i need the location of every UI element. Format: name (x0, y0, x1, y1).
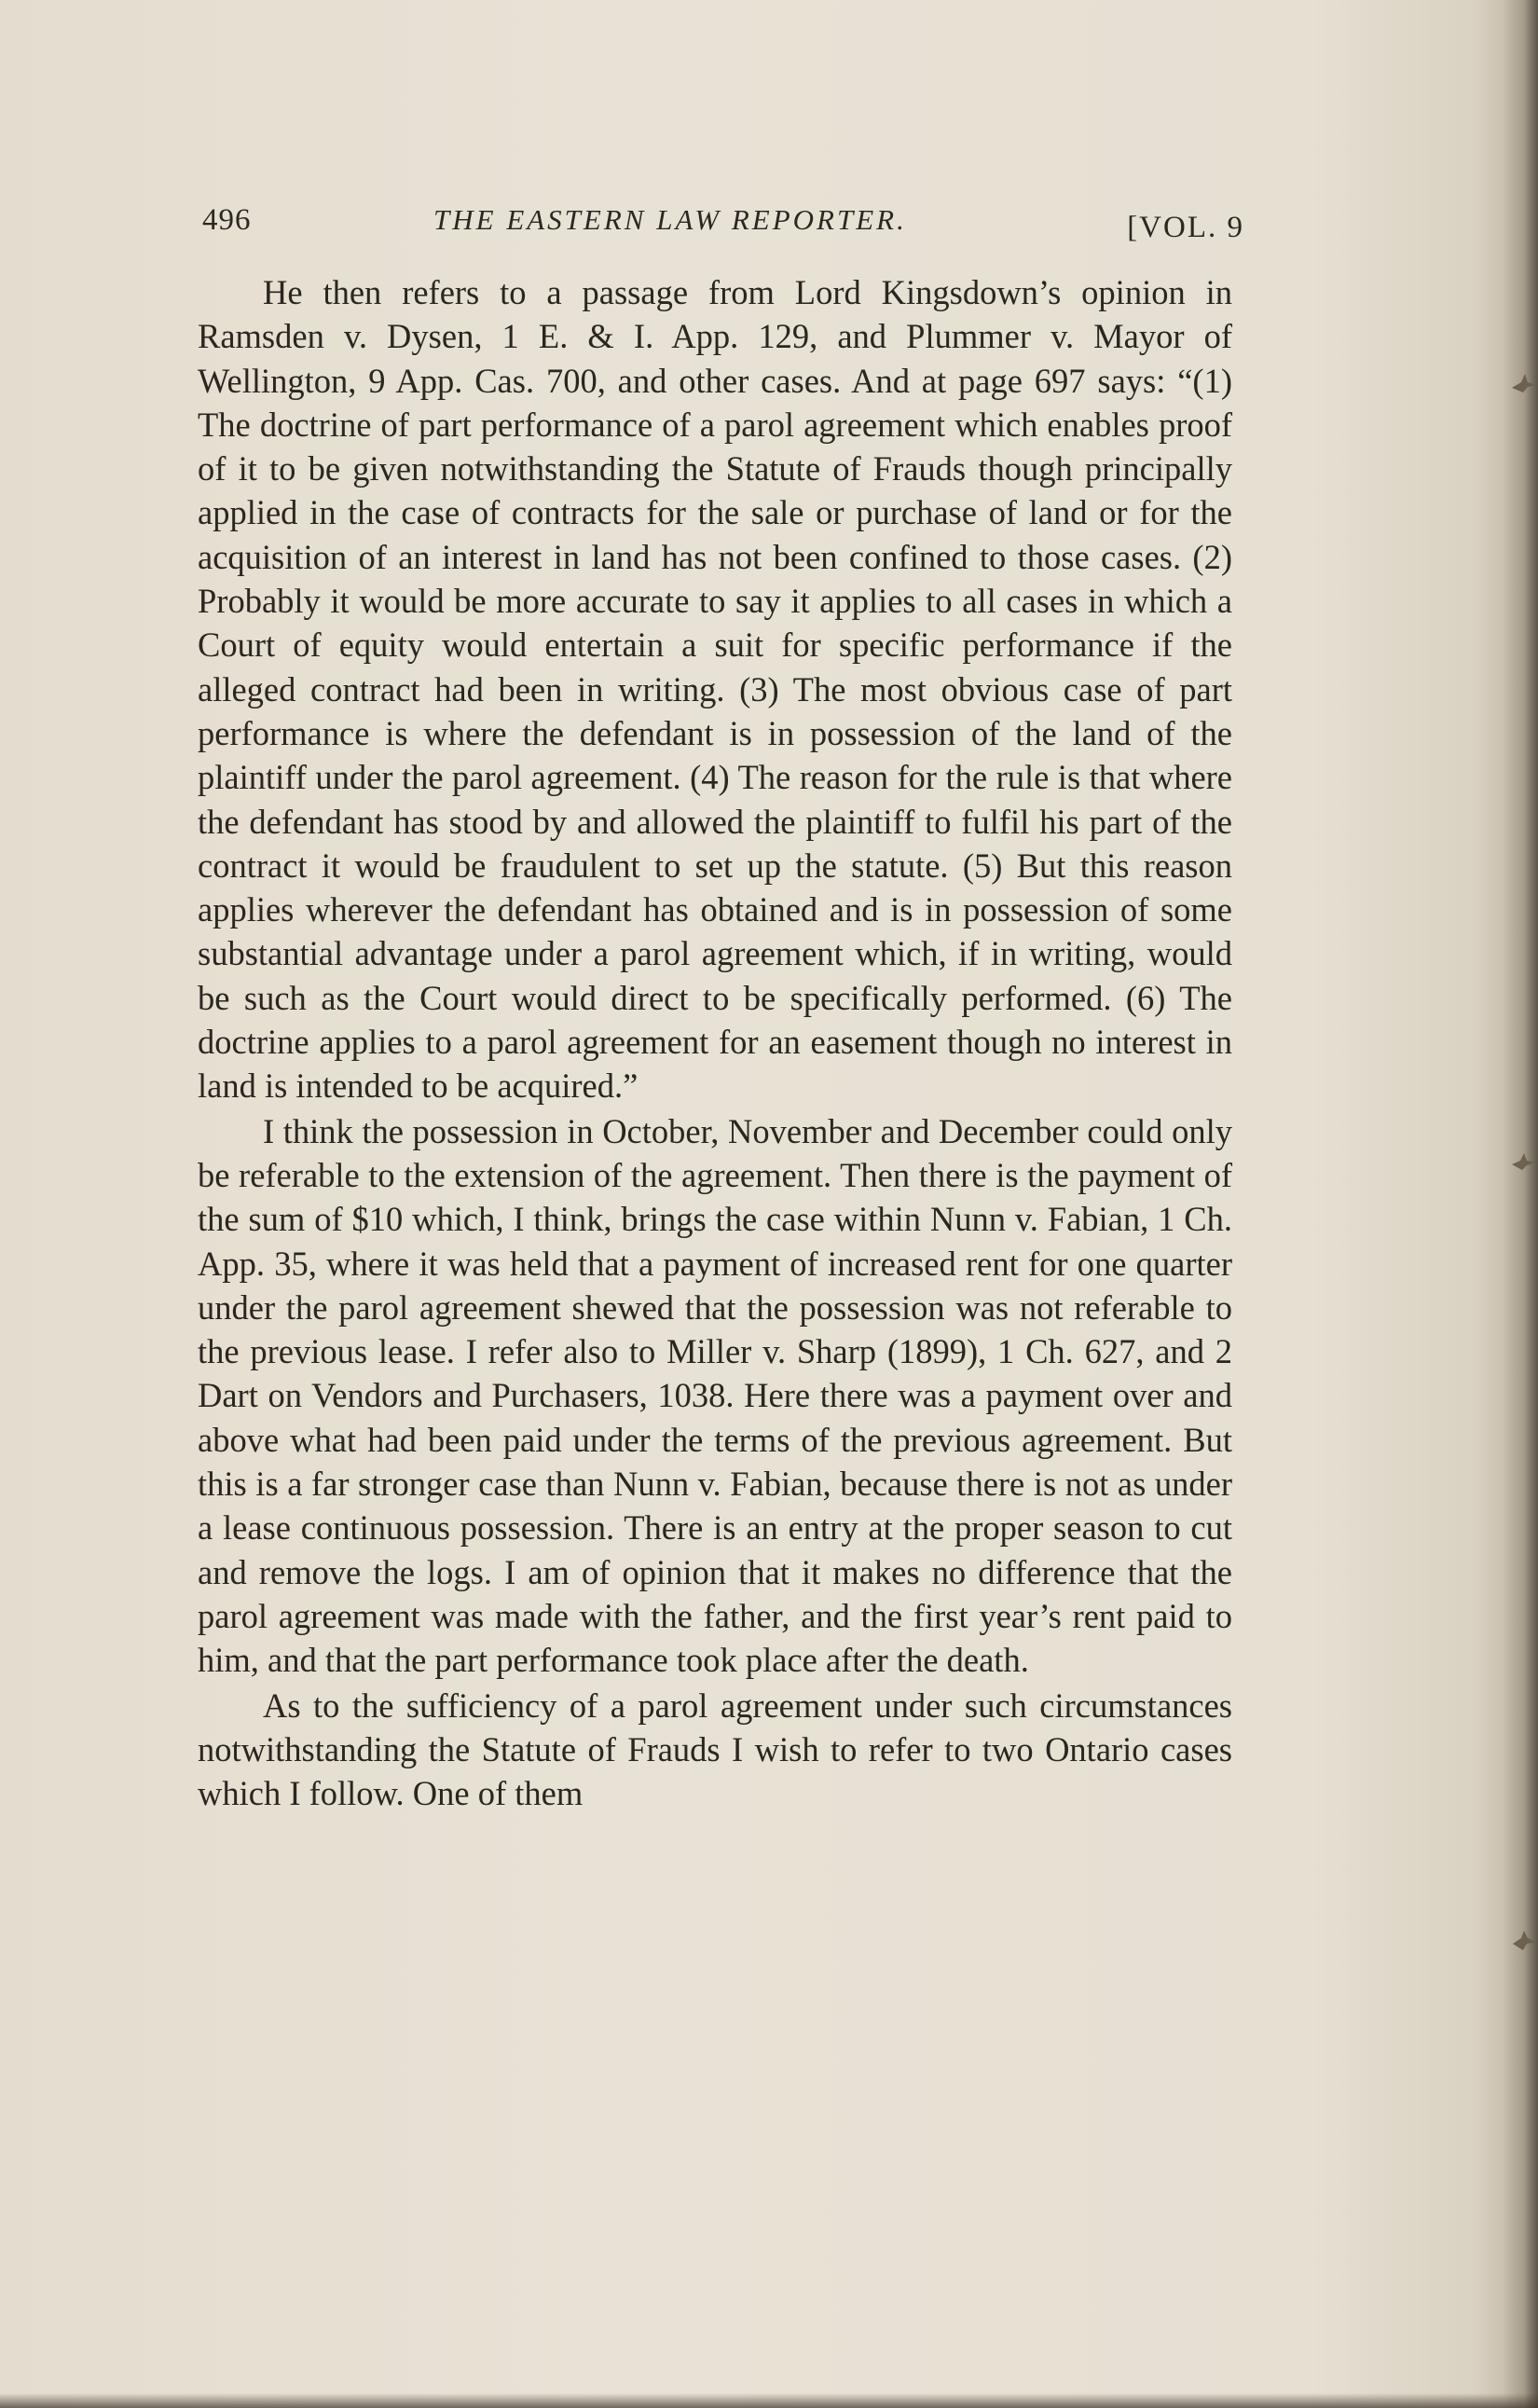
paragraph-1: He then refers to a passage from Lord Kingsdown’s opinion in Ramsden v. Dysen, 1 E. & I. App. 129, and Plummer v. Mayor of Wellington, 9 App. Cas. 700, and other cases. And at page 697 says: “(1) The doctrine of part performance of a parol agreement which enables proof of it to be given notwithstanding the Statute of Frauds though principally applied in the case of contracts for the sale or purchase of land or for the acquisition of an interest in land has not been confined to those cases. (2) Probably it would be more accurate to say it applies to all cases in which a Court of equity would entertain a suit for specific performance if the alleged contract had been in writing. (3) The most obvious case of part performance is where the defendant is in possession of the land of the plaintiff under the parol agreement. (4) The reason for the rule is that where the defendant has stood by and allowed the plaintiff to fulfil his part of the contract it would be fraudulent to set up the statute. (5) But this reason applies wherever the defendant has obtained and is in possession of some substantial advantage under a parol agreement which, if in writing, would be such as the Court would direct to be specifically performed. (6) The doctrine applies to a parol agreement for an easement though no interest in land is intended to be acquired.” (198, 273, 1232, 1106)
page-bottom-shadow (0, 2393, 1538, 2408)
body-text (198, 270, 1232, 1815)
journal-title: THE EASTERN LAW REPORTER. (433, 203, 907, 236)
volume-label: [VOL. 9 (1127, 211, 1244, 244)
paragraph-3: As to the sufficiency of a parol agreement under such circumstances notwithstanding the Statute of Frauds I wish to refer to two Ontario cases which I follow. One of them (198, 1686, 1232, 1813)
paragraph-2: I think the possession in October, November and December could only be referable to the extension of the agreement. Then there is the payment of the sum of $10 which, I think, brings the case within Nunn v. Fabian, 1 Ch. App. 35, where it was held that a payment of increased rent for one quarter under the parol agreement shewed that the possession was not referable to the previous lease. I refer also to Miller v. Sharp (1899), 1 Ch. 627, and 2 Dart on Vendors and Purchasers, 1038. Here there was a payment over and above what had been paid under the terms of the previous agreement. But this is a far stronger case than Nunn v. Fabian, because there is not as under a lease continuous possession. There is an entry at the proper season to cut and remove the logs. I am of opinion that it makes no difference that the parol agreement was made with the father, and the first year’s rent paid to him, and that the part performance took place after the death. (198, 1111, 1232, 1680)
binding-thread-mark-icon (1510, 371, 1538, 395)
binding-thread-mark-icon (1510, 1928, 1538, 1952)
page-edge-shadow (1503, 0, 1538, 2408)
page-number: 496 (202, 203, 252, 237)
running-head (202, 200, 1244, 255)
binding-thread-mark-icon (1510, 1149, 1538, 1174)
